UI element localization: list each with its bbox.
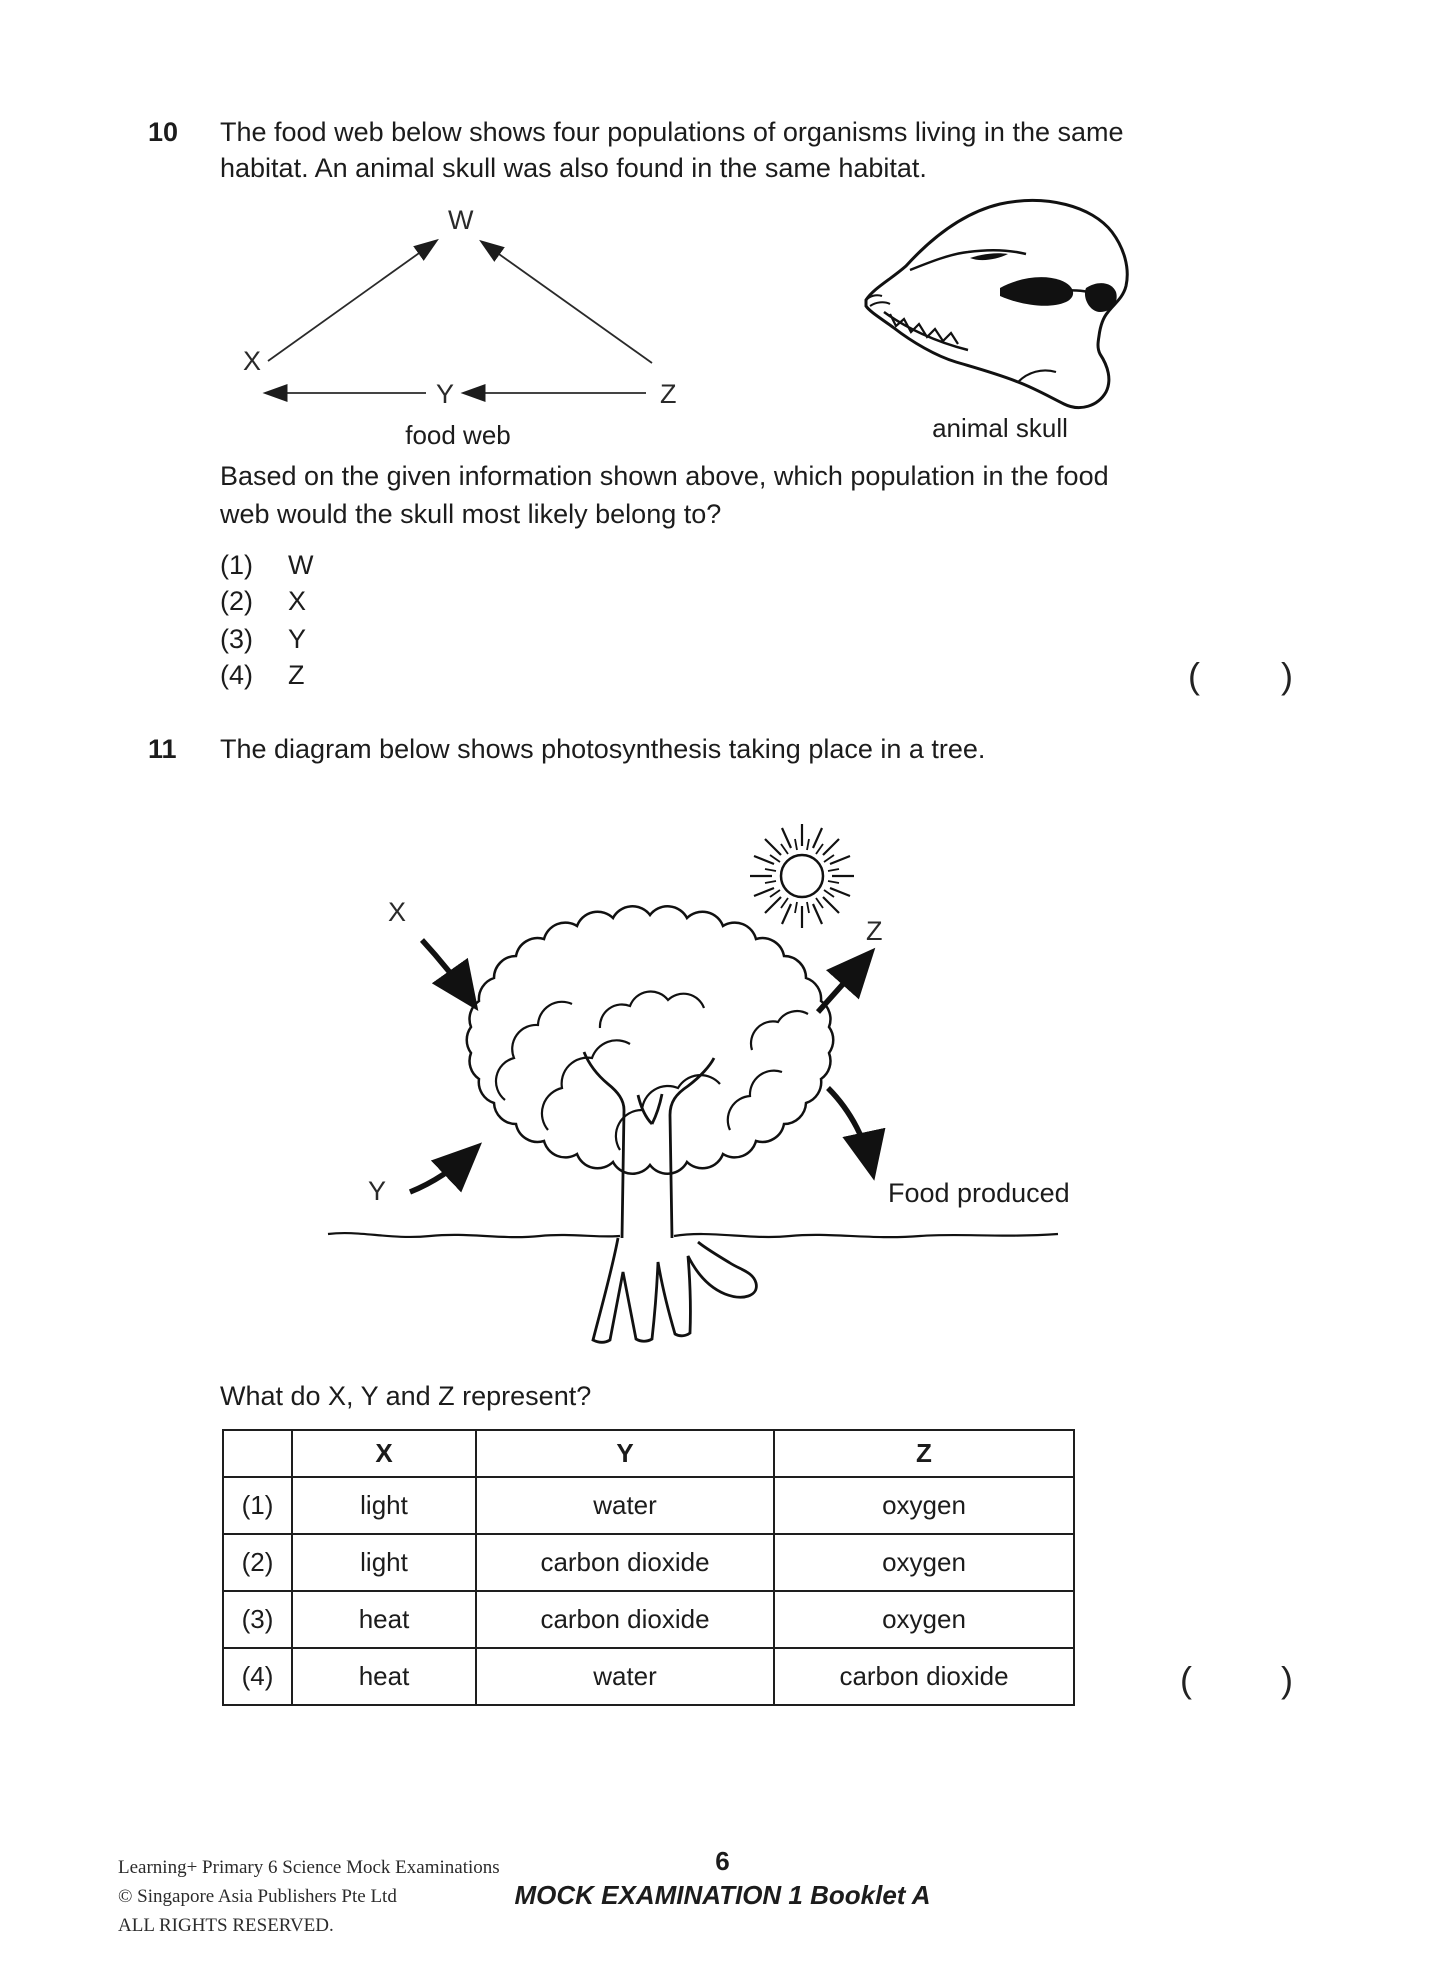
food-web-arrow-z-to-w — [482, 242, 652, 363]
table-cell: light — [292, 1534, 476, 1591]
q11-answer-bracket-close: ) — [1281, 1659, 1293, 1700]
table-row-2 — [223, 1534, 1074, 1591]
q10-stem-line2: habitat. An animal skull was also found in the same habitat. — [220, 153, 927, 183]
q11-number: 11 — [148, 734, 177, 764]
q10-answer-bracket-close: ) — [1281, 655, 1293, 696]
q10-option-4-num: (4) — [220, 660, 253, 690]
q10-option-4-label: Z — [288, 660, 305, 690]
arrow-x-into-tree — [422, 940, 472, 1002]
tree-label-x: X — [388, 897, 407, 927]
q10-option-1-label: W — [288, 550, 314, 580]
table-cell: water — [476, 1477, 774, 1534]
food-web-node-x: X — [243, 346, 262, 376]
table-row-1 — [223, 1477, 1074, 1534]
q10-stem-line1: The food web below shows four populations of organisms living in the same — [220, 117, 1124, 147]
table-cell: light — [292, 1477, 476, 1534]
q10-option-3-label: Y — [288, 624, 307, 654]
q10-option-2-label: X — [288, 586, 307, 616]
table-header-z: Z — [774, 1430, 1074, 1477]
table-cell: (3) — [223, 1591, 292, 1648]
table-cell: carbon dioxide — [774, 1648, 1074, 1705]
table-cell: (2) — [223, 1534, 292, 1591]
table-cell: (1) — [223, 1477, 292, 1534]
food-produced-label: Food produced — [888, 1178, 1070, 1208]
arrow-y-into-tree — [410, 1150, 474, 1192]
q10-option-1 — [220, 547, 313, 584]
table-header-blank — [223, 1430, 292, 1477]
footer-line-3: ALL RIGHTS RESERVED. — [118, 1915, 334, 1936]
table-cell: heat — [292, 1648, 476, 1705]
arrow-tree-to-food — [828, 1088, 872, 1170]
table-cell: (4) — [223, 1648, 292, 1705]
page-number: 6 — [715, 1846, 730, 1876]
food-web-node-z: Z — [660, 379, 677, 409]
q10-number: 10 — [148, 117, 179, 147]
food-web-node-y: Y — [436, 379, 455, 409]
q10-option-4 — [220, 657, 305, 694]
table-header-y: Y — [476, 1430, 774, 1477]
animal-skull-caption: animal skull — [932, 413, 1068, 443]
table-cell: carbon dioxide — [476, 1534, 774, 1591]
q10-question-line2: web would the skull most likely belong to? — [220, 499, 722, 529]
table-cell: water — [476, 1648, 774, 1705]
table-cell: oxygen — [774, 1477, 1074, 1534]
animal-skull-illustration — [850, 192, 1145, 422]
q10-option-3 — [220, 621, 306, 658]
q10-question-line1: Based on the given information shown above, which population in the food — [220, 461, 1109, 491]
tree-label-z: Z — [866, 916, 883, 946]
q11-stem: The diagram below shows photosynthesis taking place in a tree. — [220, 734, 986, 764]
q11-question: What do X, Y and Z represent? — [220, 1381, 592, 1411]
table-header-row — [223, 1430, 1074, 1477]
tree-label-y: Y — [368, 1176, 387, 1206]
arrow-tree-to-z — [818, 956, 868, 1012]
q11-answer-bracket-open: ( — [1180, 1659, 1192, 1700]
footer-line-1: Learning+ Primary 6 Science Mock Examinations — [118, 1857, 500, 1878]
ground-line — [328, 1233, 1058, 1237]
sun-icon — [750, 824, 854, 928]
footer-exam-title: MOCK EXAMINATION 1 Booklet A — [514, 1880, 931, 1910]
tree-roots — [593, 1238, 756, 1342]
q10-option-1-num: (1) — [220, 550, 253, 580]
table-cell: carbon dioxide — [476, 1591, 774, 1648]
q10-answer-bracket-open: ( — [1188, 655, 1200, 696]
table-row-3 — [223, 1591, 1074, 1648]
footer-line-2: © Singapore Asia Publishers Pte Ltd — [118, 1886, 397, 1907]
food-web-arrow-x-to-w — [268, 241, 436, 361]
tree-crown — [467, 906, 834, 1173]
food-web-node-w: W — [448, 205, 474, 235]
photosynthesis-diagram — [300, 800, 1100, 1360]
table-row-4 — [223, 1648, 1074, 1705]
q11-options-table — [222, 1429, 1075, 1706]
q10-option-2 — [220, 583, 306, 620]
q10-option-3-num: (3) — [220, 624, 253, 654]
q10-option-2-num: (2) — [220, 586, 253, 616]
food-web-caption: food web — [405, 420, 511, 450]
table-cell: heat — [292, 1591, 476, 1648]
table-header-x: X — [292, 1430, 476, 1477]
table-cell: oxygen — [774, 1591, 1074, 1648]
table-cell: oxygen — [774, 1534, 1074, 1591]
